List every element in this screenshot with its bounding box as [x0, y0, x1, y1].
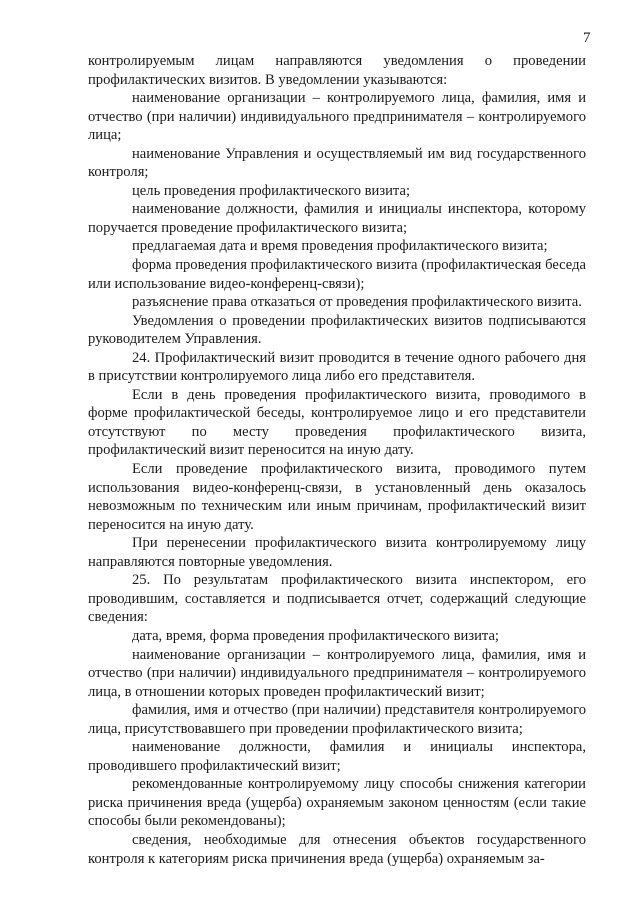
- list-item-authority-name: наименование Управления и осуществляемый им вид государственного контроля;: [88, 145, 586, 181]
- list-item-controlled-entity: наименование организации – контролируемого лица, фамилия, имя и отчество (при наличии) индивидуального предпринимателя – контролируемого лица, в отношении которых проведен профилактический визит;: [88, 646, 586, 700]
- list-item-inspector-report: наименование должности, фамилия и инициалы инспектора, проводившего профилактический визит;: [88, 739, 586, 774]
- list-item-risk-category-info: сведения, необходимые для отнесения объектов государственного контроля к категориям риска причинения вреда (ущерба) охраняемым за-: [88, 831, 586, 867]
- list-item-visit-purpose: цель проведения профилактического визита;: [132, 182, 411, 199]
- list-item-visit-form: форма проведения профилактического визита (профилактическая беседа или использование видео-конференц-связи);: [88, 257, 586, 292]
- list-item-representative: фамилия, имя и отчество (при наличии) представителя контролируемого лица, присутствовавшего при проведении профилактического визита;: [88, 702, 586, 737]
- document-body: [88, 52, 586, 868]
- list-item-inspector: наименование должности, фамилия и инициалы инспектора, которому поручается проведение профилактического визита;: [88, 201, 586, 236]
- paragraph-notice-signing: Уведомления о проведении профилактических визитов подписываются руководителем Управления.: [88, 312, 586, 348]
- paragraph-section-24: 24. Профилактический визит проводится в течение одного рабочего дня в присутствии контролируемого лица либо его представителя.: [88, 349, 586, 385]
- list-item-date-time-form: дата, время, форма проведения профилактического визита;: [132, 627, 499, 644]
- paragraph-video-reschedule: Если проведение профилактического визита, проводимого путем использования видео-конференц-связи, в установленный день оказалось невозможным по техническим или иным причинам, профилактический визит переносится на иную дату.: [88, 461, 586, 533]
- page-number: 7: [583, 30, 591, 46]
- list-item-proposed-date: предлагаемая дата и время проведения профилактического визита;: [132, 238, 548, 255]
- list-item-right-to-refuse: разъяснение права отказаться от проведения профилактического визита.: [132, 294, 582, 311]
- list-item-organization-name: наименование организации – контролируемого лица, фамилия, имя и отчество (при наличии) индивидуального предпринимателя – контролируемого лица;: [88, 90, 586, 144]
- paragraph-section-25: 25. По результатам профилактического визита инспектором, его проводившим, составляется и подписывается отчет, содержащий следующие сведения:: [88, 572, 586, 626]
- paragraph-notice-intro: контролируемым лицам направляются уведомления о проведении профилактических визитов. В уведомлении указываются:: [88, 53, 586, 88]
- paragraph-repeat-notice: При перенесении профилактического визита контролируемому лицу направляются повторные уведомления.: [88, 535, 586, 570]
- list-item-risk-reduction: рекомендованные контролируемому лицу способы снижения категории риска причинения вреда (ущерба) охраняемым законом ценностям (если такие способы были рекомендованы);: [88, 776, 586, 830]
- paragraph-absence-reschedule: Если в день проведения профилактического визита, проводимого в форме профилактической беседы, контролируемое лицо и его представители отсутствуют по месту проведения профилактического визита, профилактический визит переносится на иную дату.: [88, 386, 586, 459]
